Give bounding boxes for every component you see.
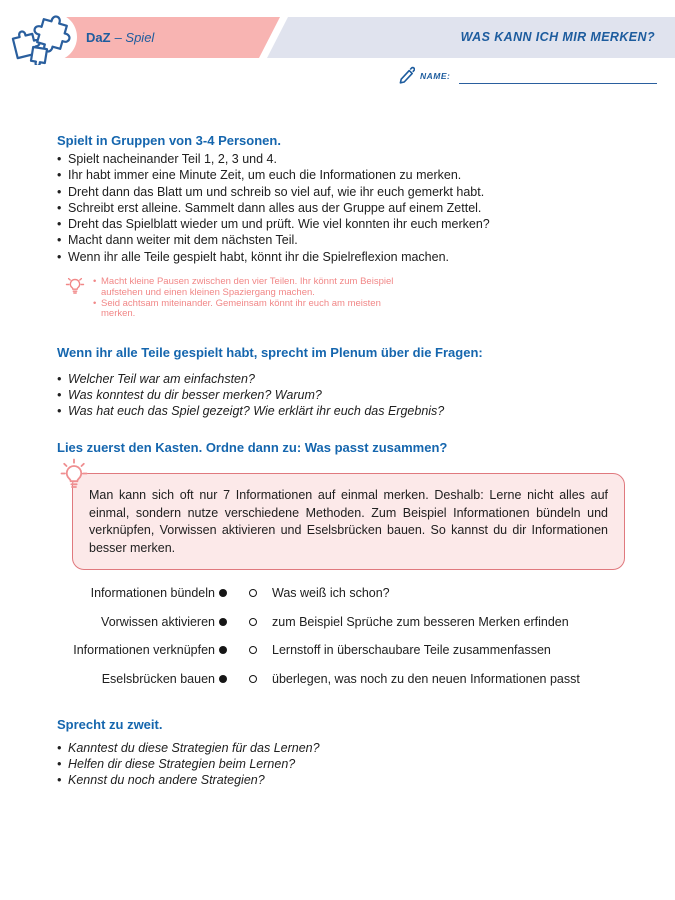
match-dot-open xyxy=(249,646,257,654)
group-game-instructions xyxy=(57,151,490,265)
course-label-italic: – Spiel xyxy=(114,30,155,45)
instruction-item: • Dreht das Spielblatt wieder um und prüft. Wie viel konnten ihr euch merken? xyxy=(57,216,490,232)
info-box xyxy=(72,473,625,570)
name-label: NAME: xyxy=(420,71,451,81)
match-row xyxy=(57,608,625,637)
lightbulb-icon-small xyxy=(64,275,86,297)
match-row xyxy=(57,579,625,608)
section-heading-group-game: Spielt in Gruppen von 3-4 Personen. xyxy=(57,133,281,148)
course-label-bold: DaZ xyxy=(86,30,111,45)
instruction-item: • Wenn ihr alle Teile gespielt habt, könnt ihr die Spielreflexion machen. xyxy=(57,249,490,265)
question-item: • Kanntest du diese Strategien für das Lernen? xyxy=(57,740,320,756)
match-dot-filled xyxy=(219,618,227,626)
instruction-item: • Spielt nacheinander Teil 1, 2, 3 und 4. xyxy=(57,151,490,167)
instruction-item: • Dreht dann das Blatt um und schreib so viel auf, wie ihr euch gemerkt habt. xyxy=(57,184,490,200)
name-row xyxy=(398,66,657,84)
question-item: • Was hat euch das Spiel gezeigt? Wie erklärt ihr euch das Ergebnis? xyxy=(57,403,444,419)
tip-box xyxy=(64,277,411,320)
pencil-icon xyxy=(398,66,415,84)
match-left-label: Vorwissen aktivieren xyxy=(101,614,215,629)
pairs-talk-questions xyxy=(57,740,320,788)
question-item: • Helfen dir diese Strategien beim Lernen? xyxy=(57,756,320,772)
name-input-line[interactable] xyxy=(459,67,657,84)
section-heading-matching: Lies zuerst den Kasten. Ordne dann zu: Was passt zusammen? xyxy=(57,440,448,455)
section-heading-plenum: Wenn ihr alle Teile gespielt habt, sprecht im Plenum über die Fragen: xyxy=(57,345,483,360)
instruction-item: • Schreibt erst alleine. Sammelt dann alles aus der Gruppe auf einem Zettel. xyxy=(57,200,490,216)
info-box-text: Man kann sich oft nur 7 Informationen auf einmal merken. Deshalb: Lerne nicht alles auf einmal, sondern nutze verschiedene Methoden. Zum Beispiel Informationen bündeln und verknüpfen, Vorwissen aktivieren und Eselsbrücken bauen. So kannst du dir Informationen besser merken. xyxy=(89,488,608,556)
match-dot-filled xyxy=(219,675,227,683)
match-left-label: Informationen bündeln xyxy=(90,586,215,601)
tip-item: • Macht kleine Pausen zwischen den vier Teilen. Ihr könnt zum Beispiel aufstehen und einen kleinen Spaziergang machen. xyxy=(93,277,411,299)
tip-list xyxy=(93,277,411,320)
tip-item: • Seid achtsam miteinander. Gemeinsam könnt ihr euch am meisten merken. xyxy=(93,299,411,321)
matching-exercise xyxy=(57,579,625,693)
puzzle-icon xyxy=(8,13,78,65)
match-dot-filled xyxy=(219,646,227,654)
match-right-label: zum Beispiel Sprüche zum besseren Merken erfinden xyxy=(272,614,569,629)
question-item: • Welcher Teil war am einfachsten? xyxy=(57,371,444,387)
match-left-label: Eselsbrücken bauen xyxy=(101,671,215,686)
lightbulb-icon-large xyxy=(55,458,91,496)
match-dot-filled xyxy=(219,589,227,597)
match-dot-open xyxy=(249,675,257,683)
match-dot-open xyxy=(249,589,257,597)
question-item: • Kennst du noch andere Strategien? xyxy=(57,772,320,788)
plenum-questions xyxy=(57,371,444,419)
match-row xyxy=(57,665,625,694)
match-dot-open xyxy=(249,618,257,626)
match-right-label: überlegen, was noch zu den neuen Informationen passt xyxy=(272,671,580,686)
page-title: WAS KANN ICH MIR MERKEN? xyxy=(460,30,655,44)
section-heading-pairs-talk: Sprecht zu zweit. xyxy=(57,717,163,732)
match-right-label: Was weiß ich schon? xyxy=(272,586,390,601)
question-item: • Was konntest du dir besser merken? Warum? xyxy=(57,387,444,403)
match-left-label: Informationen verknüpfen xyxy=(73,643,215,658)
course-label xyxy=(86,17,154,58)
match-row xyxy=(57,636,625,665)
instruction-item: • Ihr habt immer eine Minute Zeit, um euch die Informationen zu merken. xyxy=(57,167,490,183)
match-right-label: Lernstoff in überschaubare Teile zusammenfassen xyxy=(272,643,551,658)
instruction-item: • Macht dann weiter mit dem nächsten Teil. xyxy=(57,232,490,248)
